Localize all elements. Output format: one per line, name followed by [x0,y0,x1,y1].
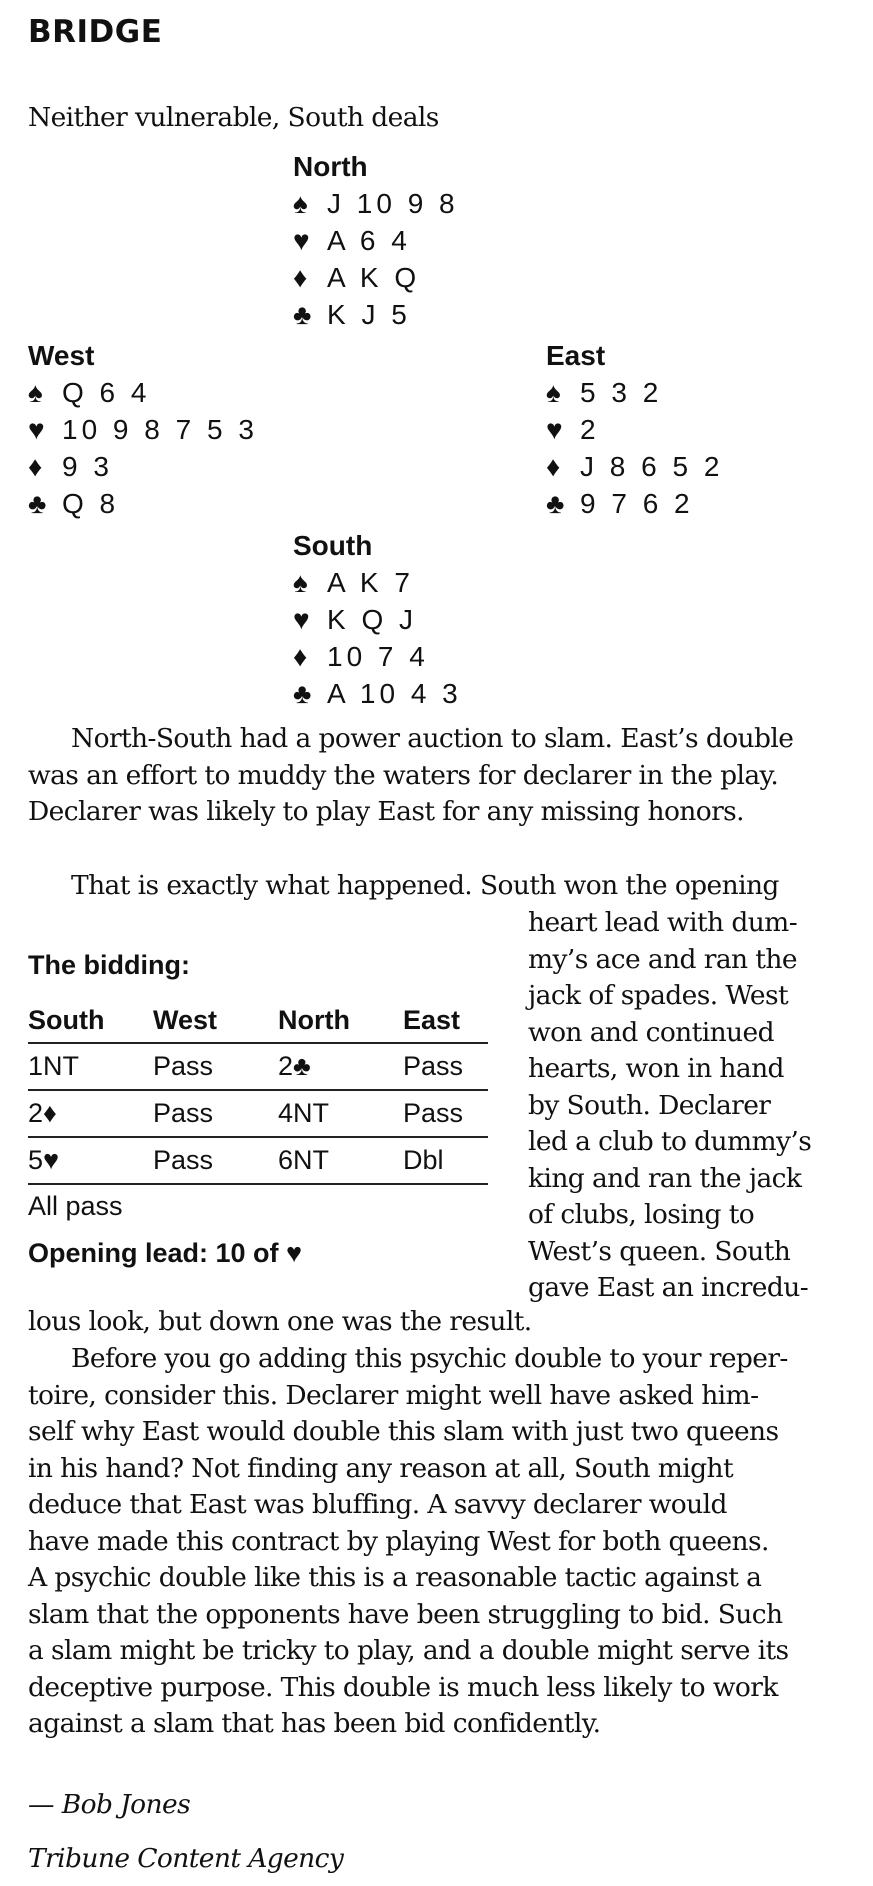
column-line: gave East an incredu- [528,1272,809,1303]
column-line: won and continued [528,1016,774,1048]
west-spades: ♠ Q 6 4 [28,374,258,411]
article-paragraph-3 [28,1341,843,1743]
bid-cell: Pass [153,1098,214,1128]
bidding-row [28,1090,488,1137]
paragraph-line: self why East would double this slam with just two queens [28,1416,779,1447]
bid-cell: 6NT [278,1145,330,1175]
article-paragraph-1: North-South had a power auction to slam. East’s double was an effort to muddy the waters for declarer in the play. Declarer was likely to play East for any missing honors. [28,723,794,827]
author-name: — Bob Jones [28,1789,191,1820]
paragraph-line: Before you go adding this psychic double to your reper- [71,1343,788,1374]
column-line: jack of spades. West [528,980,788,1011]
north-title: North [293,151,368,182]
heart-icon: ♥ [293,604,310,635]
heart-icon: ♥ [28,414,45,445]
bidding-box [28,950,488,1269]
diamond-icon: ♦ [546,451,561,482]
club-icon: ♣ [293,299,312,330]
east-clubs: ♣ 9 7 6 2 [546,485,723,522]
header-north: North [278,1005,350,1035]
paragraph-line: slam that the opponents have been struggling to bid. Such [28,1598,783,1630]
header-east: East [403,1005,461,1035]
bid-cell: Pass [403,1051,464,1081]
bidding-table [28,999,488,1185]
north-hand [293,148,459,333]
column-line: West’s queen. South [528,1235,791,1267]
west-clubs: ♣ Q 8 [28,485,258,522]
column-line: heart lead with dum- [528,907,798,938]
all-pass: All pass [28,1191,123,1221]
bid-cell: 5♥ [28,1145,60,1175]
east-spades: ♠ 5 3 2 [546,374,723,411]
south-hearts: ♥ K Q J [293,601,462,638]
bidding-header-row [28,999,488,1043]
bid-cell: Pass [153,1051,214,1081]
header-west: West [153,1005,218,1035]
headline: BRIDGE [28,14,163,50]
paragraph-line: deduce that East was bluffing. A savvy declarer would [28,1489,727,1520]
header-south: South [28,1005,105,1035]
spade-icon: ♠ [293,567,308,598]
vulnerability-line: Neither vulnerable, South deals [28,102,439,133]
paragraph-line: A psychic double like this is a reasonable tactic against a [28,1562,762,1593]
east-hand [546,337,723,522]
diamond-icon: ♦ [28,451,43,482]
article-paragraph-2-column [528,905,843,1307]
club-icon: ♣ [28,488,47,519]
column-line: by South. Declarer [528,1089,771,1121]
paragraph-line: toire, consider this. Declarer might well have asked him- [28,1379,759,1411]
column-line: hearts, won in hand [528,1053,784,1084]
bid-cell: 1NT [28,1051,80,1081]
spade-icon: ♠ [28,377,43,408]
article-paragraph-2-end: lous look, but down one was the result. [28,1306,532,1337]
diamond-icon: ♦ [293,262,308,293]
paragraph-line: have made this contract by playing West for both queens. [28,1525,769,1557]
south-clubs: ♣ A 10 4 3 [293,675,462,712]
north-diamonds: ♦ A K Q [293,259,459,296]
club-icon: ♣ [546,488,565,519]
north-spades: ♠ J 10 9 8 [293,185,459,222]
bidding-row [28,1137,488,1184]
north-hearts: ♥ A 6 4 [293,222,459,259]
bidding-title: The bidding: [28,950,190,980]
bid-cell: 2♣ [278,1051,311,1081]
spade-icon: ♠ [546,377,561,408]
heart-icon: ♥ [293,225,310,256]
column-line: led a club to dummy’s [528,1126,812,1157]
column-line: of clubs, losing to [528,1199,755,1230]
club-icon: ♣ [293,678,312,709]
south-hand [293,527,462,712]
agency-name: Tribune Content Agency [28,1843,344,1874]
column-line: king and ran the jack [528,1162,802,1194]
west-diamonds: ♦ 9 3 [28,448,258,485]
south-diamonds: ♦ 10 7 4 [293,638,462,675]
paragraph-line: against a slam that has been bid confidently. [28,1708,601,1739]
paragraph-line: a slam might be tricky to play, and a double might serve its [28,1635,789,1666]
west-hand [28,337,258,522]
east-hearts: ♥ 2 [546,411,723,448]
bid-cell: Pass [403,1098,464,1128]
east-title: East [546,340,606,371]
south-spades: ♠ A K 7 [293,564,462,601]
west-title: West [28,340,95,371]
paragraph-line: deceptive purpose. This double is much less likely to work [28,1671,778,1703]
bid-cell: 4NT [278,1098,330,1128]
west-hearts: ♥ 10 9 8 7 5 3 [28,411,258,448]
bid-cell: 2♦ [28,1098,57,1128]
column-line: my’s ace and ran the [528,943,797,975]
byline [28,1778,343,1886]
south-title: South [293,530,373,561]
east-diamonds: ♦ J 8 6 5 2 [546,448,723,485]
bid-cell: Pass [153,1145,214,1175]
paragraph-line: in his hand? Not finding any reason at all, South might [28,1452,734,1484]
spade-icon: ♠ [293,188,308,219]
north-clubs: ♣ K J 5 [293,296,459,333]
diamond-icon: ♦ [293,641,308,672]
bidding-row [28,1043,488,1090]
bid-cell: Dbl [403,1145,444,1175]
heart-icon: ♥ [546,414,563,445]
article-paragraph-2-start: That is exactly what happened. South won the opening [71,870,779,901]
opening-lead: Opening lead: 10 of ♥ [28,1238,303,1268]
